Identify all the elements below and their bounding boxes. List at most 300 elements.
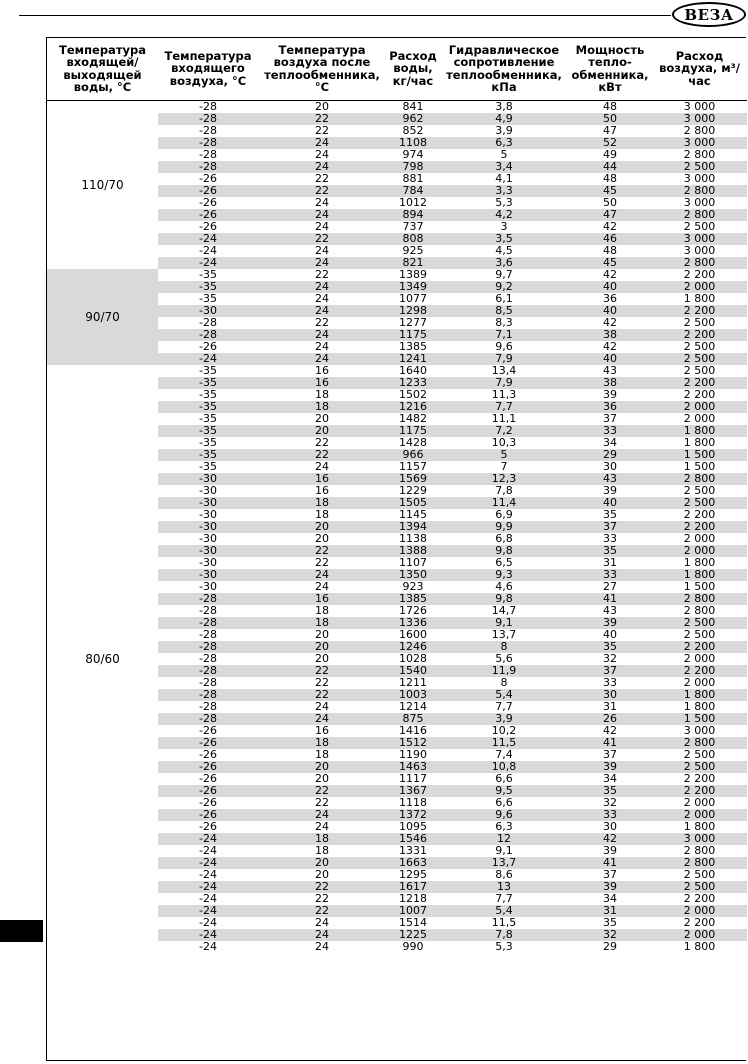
heater-power-cell: 47 bbox=[603, 123, 617, 137]
heater-power-cell: 37 bbox=[603, 411, 617, 425]
air-out-temp-cell: 20 bbox=[315, 771, 329, 785]
hydraulic-resistance-cell: 11,3 bbox=[491, 387, 517, 401]
air-in-temp-cell: -28 bbox=[199, 603, 217, 617]
heater-power-cell: 43 bbox=[568, 473, 652, 485]
air-out-temp-cell: 20 bbox=[315, 867, 329, 881]
air-flow-cell: 2 800 bbox=[652, 209, 747, 221]
air-out-temp-cell: 24 bbox=[315, 939, 329, 953]
hydraulic-resistance-cell: 11,5 bbox=[440, 737, 568, 749]
hydraulic-resistance-cell: 9,7 bbox=[495, 267, 513, 281]
header-rule bbox=[19, 15, 671, 16]
air-out-temp-cell: 24 bbox=[258, 353, 386, 365]
air-out-temp-cell: 24 bbox=[315, 579, 329, 593]
air-in-temp-cell: -24 bbox=[199, 915, 217, 929]
hydraulic-resistance-cell: 11,5 bbox=[491, 915, 517, 929]
heater-power-cell: 42 bbox=[603, 723, 617, 737]
hydraulic-resistance-cell: 11,4 bbox=[440, 497, 568, 509]
water-flow-cell: 875 bbox=[386, 713, 440, 725]
heater-power-cell: 39 bbox=[568, 881, 652, 893]
hydraulic-resistance-cell: 9,8 bbox=[440, 545, 568, 557]
water-flow-cell: 1175 bbox=[386, 425, 440, 437]
air-out-temp-cell: 24 bbox=[315, 339, 329, 353]
air-in-temp-cell: -24 bbox=[158, 929, 258, 941]
water-flow-cell: 1012 bbox=[399, 195, 427, 209]
hydraulic-resistance-cell: 13,4 bbox=[491, 363, 517, 377]
air-in-temp-cell: -28 bbox=[199, 651, 217, 665]
air-in-temp-cell: -26 bbox=[158, 809, 258, 821]
heater-performance-table bbox=[47, 38, 747, 953]
water-flow-cell: 1295 bbox=[399, 867, 427, 881]
heater-power-cell: 43 bbox=[603, 363, 617, 377]
air-in-temp-cell: -30 bbox=[158, 569, 258, 581]
water-flow-cell: 1514 bbox=[399, 915, 427, 929]
hydraulic-resistance-cell: 13,7 bbox=[491, 627, 517, 641]
air-out-temp-cell: 22 bbox=[315, 267, 329, 281]
air-out-temp-cell: 20 bbox=[315, 651, 329, 665]
water-flow-cell: 808 bbox=[386, 233, 440, 245]
hydraulic-resistance-cell: 6,8 bbox=[495, 531, 513, 545]
air-out-temp-cell: 22 bbox=[315, 891, 329, 905]
hydraulic-resistance-cell: 3,9 bbox=[440, 713, 568, 725]
air-flow-cell: 2 000 bbox=[652, 809, 747, 821]
air-flow-cell: 2 800 bbox=[652, 737, 747, 749]
air-in-temp-cell: -24 bbox=[199, 243, 217, 257]
heater-power-cell: 40 bbox=[568, 497, 652, 509]
air-flow-cell: 3 000 bbox=[683, 171, 716, 185]
air-flow-cell: 3 000 bbox=[683, 723, 716, 737]
hydraulic-resistance-cell: 4,6 bbox=[495, 579, 513, 593]
air-out-temp-cell: 22 bbox=[315, 435, 329, 449]
air-in-temp-cell: -35 bbox=[199, 363, 217, 377]
heater-power-cell: 48 bbox=[603, 171, 617, 185]
air-in-temp-cell: -24 bbox=[199, 843, 217, 857]
air-out-temp-cell: 24 bbox=[258, 137, 386, 149]
air-flow-cell: 1 800 bbox=[683, 939, 716, 953]
air-flow-cell: 2 200 bbox=[683, 267, 716, 281]
air-flow-cell: 2 800 bbox=[652, 257, 747, 269]
air-out-temp-cell: 16 bbox=[315, 483, 329, 497]
hydraulic-resistance-cell: 3,8 bbox=[495, 99, 513, 113]
air-in-temp-cell: -26 bbox=[158, 785, 258, 797]
air-out-temp-cell: 22 bbox=[258, 785, 386, 797]
water-flow-cell: 1077 bbox=[399, 291, 427, 305]
air-out-temp-cell: 18 bbox=[258, 833, 386, 845]
air-in-temp-cell: -35 bbox=[199, 387, 217, 401]
air-in-temp-cell: -24 bbox=[158, 905, 258, 917]
air-out-temp-cell: 22 bbox=[315, 555, 329, 569]
water-flow-cell: 1502 bbox=[399, 387, 427, 401]
air-flow-cell: 3 000 bbox=[683, 99, 716, 113]
air-out-temp-cell: 22 bbox=[315, 315, 329, 329]
air-flow-cell: 3 000 bbox=[652, 233, 747, 245]
table-header-row bbox=[47, 38, 747, 100]
water-temp-group-cell: 110/70 bbox=[47, 100, 158, 269]
air-in-temp-cell: -28 bbox=[158, 689, 258, 701]
heater-power-cell: 35 bbox=[568, 545, 652, 557]
heater-power-cell: 37 bbox=[568, 665, 652, 677]
heater-power-cell: 35 bbox=[568, 641, 652, 653]
water-flow-cell: 1546 bbox=[386, 833, 440, 845]
air-out-temp-cell: 24 bbox=[315, 291, 329, 305]
hydraulic-resistance-cell: 3,6 bbox=[440, 257, 568, 269]
air-flow-cell: 1 800 bbox=[652, 569, 747, 581]
air-in-temp-cell: -24 bbox=[158, 233, 258, 245]
air-in-temp-cell: -30 bbox=[199, 555, 217, 569]
hydraulic-resistance-cell: 7,1 bbox=[440, 329, 568, 341]
water-flow-cell: 1640 bbox=[399, 363, 427, 377]
air-in-temp-cell: -28 bbox=[158, 329, 258, 341]
air-flow-cell: 2 500 bbox=[683, 219, 716, 233]
hydraulic-resistance-cell: 5,3 bbox=[495, 195, 513, 209]
air-in-temp-cell: -35 bbox=[199, 411, 217, 425]
water-flow-cell: 1003 bbox=[386, 689, 440, 701]
heater-power-cell: 34 bbox=[603, 891, 617, 905]
water-flow-cell: 962 bbox=[386, 113, 440, 125]
hydraulic-resistance-cell: 9,5 bbox=[440, 785, 568, 797]
air-in-temp-cell: -28 bbox=[199, 315, 217, 329]
air-out-temp-cell: 24 bbox=[315, 915, 329, 929]
air-out-temp-cell: 20 bbox=[315, 531, 329, 545]
air-in-temp-cell: -35 bbox=[199, 267, 217, 281]
air-in-temp-cell: -35 bbox=[199, 291, 217, 305]
air-flow-cell: 1 800 bbox=[652, 689, 747, 701]
header-water-flow: Расход воды, кг/час bbox=[386, 38, 440, 100]
air-in-temp-cell: -26 bbox=[158, 209, 258, 221]
water-flow-cell: 841 bbox=[402, 99, 424, 113]
water-flow-cell: 1617 bbox=[386, 881, 440, 893]
air-flow-cell: 2 200 bbox=[683, 387, 716, 401]
header-air-flow: Расход воздуха, м³/час bbox=[652, 38, 747, 100]
hydraulic-resistance-cell: 3,5 bbox=[440, 233, 568, 245]
water-flow-cell: 1663 bbox=[386, 857, 440, 869]
heater-power-cell: 31 bbox=[603, 699, 617, 713]
air-flow-cell: 3 000 bbox=[652, 113, 747, 125]
water-flow-cell: 923 bbox=[402, 579, 424, 593]
water-flow-cell: 1028 bbox=[399, 651, 427, 665]
heater-power-cell: 34 bbox=[603, 771, 617, 785]
header-air-in-temp: Температура входящего воздуха, °C bbox=[158, 38, 258, 100]
air-out-temp-cell: 22 bbox=[315, 675, 329, 689]
water-flow-cell: 1241 bbox=[386, 353, 440, 365]
air-flow-cell: 1 800 bbox=[683, 819, 716, 833]
water-flow-cell: 1157 bbox=[399, 459, 427, 473]
air-out-temp-cell: 20 bbox=[258, 761, 386, 773]
heater-power-cell: 40 bbox=[603, 627, 617, 641]
heater-power-cell: 41 bbox=[568, 857, 652, 869]
heater-power-cell: 39 bbox=[568, 617, 652, 629]
water-flow-cell: 881 bbox=[402, 171, 424, 185]
air-flow-cell: 2 500 bbox=[683, 315, 716, 329]
hydraulic-resistance-cell: 7,9 bbox=[440, 377, 568, 389]
water-flow-cell: 1349 bbox=[386, 281, 440, 293]
header-air-out-temp: Температура воздуха после теплообменника, °C bbox=[258, 38, 386, 100]
air-in-temp-cell: -24 bbox=[158, 257, 258, 269]
heater-power-cell: 37 bbox=[568, 521, 652, 533]
air-in-temp-cell: -24 bbox=[158, 353, 258, 365]
heater-power-cell: 30 bbox=[603, 459, 617, 473]
water-flow-cell: 974 bbox=[402, 147, 424, 161]
hydraulic-resistance-cell: 5,3 bbox=[495, 939, 513, 953]
air-out-temp-cell: 20 bbox=[258, 857, 386, 869]
air-flow-cell: 2 500 bbox=[652, 761, 747, 773]
air-out-temp-cell: 22 bbox=[258, 449, 386, 461]
air-out-temp-cell: 18 bbox=[258, 617, 386, 629]
air-flow-cell: 3 000 bbox=[652, 137, 747, 149]
heater-power-cell: 36 bbox=[568, 401, 652, 413]
air-flow-cell: 2 800 bbox=[683, 603, 716, 617]
air-in-temp-cell: -28 bbox=[158, 641, 258, 653]
heater-power-cell: 42 bbox=[603, 315, 617, 329]
air-in-temp-cell: -30 bbox=[158, 521, 258, 533]
air-out-temp-cell: 22 bbox=[315, 123, 329, 137]
air-flow-cell: 2 000 bbox=[683, 675, 716, 689]
water-flow-cell: 1095 bbox=[399, 819, 427, 833]
hydraulic-resistance-cell: 9,1 bbox=[495, 843, 513, 857]
water-flow-cell: 1463 bbox=[386, 761, 440, 773]
air-out-temp-cell: 24 bbox=[315, 459, 329, 473]
water-temp-group-cell: 80/60 bbox=[47, 365, 158, 953]
air-in-temp-cell: -24 bbox=[199, 939, 217, 953]
water-flow-cell: 1350 bbox=[386, 569, 440, 581]
heater-power-cell: 31 bbox=[568, 905, 652, 917]
air-flow-cell: 1 800 bbox=[683, 291, 716, 305]
air-out-temp-cell: 16 bbox=[258, 377, 386, 389]
air-flow-cell: 1 500 bbox=[652, 713, 747, 725]
heater-power-cell: 33 bbox=[603, 675, 617, 689]
heater-power-cell: 37 bbox=[603, 747, 617, 761]
water-flow-cell: 1482 bbox=[399, 411, 427, 425]
heater-power-cell: 38 bbox=[568, 377, 652, 389]
air-in-temp-cell: -26 bbox=[199, 195, 217, 209]
air-flow-cell: 2 200 bbox=[652, 521, 747, 533]
air-in-temp-cell: -26 bbox=[158, 185, 258, 197]
air-flow-cell: 2 500 bbox=[652, 353, 747, 365]
air-in-temp-cell: -26 bbox=[199, 819, 217, 833]
water-flow-cell: 925 bbox=[402, 243, 424, 257]
air-flow-cell: 2 800 bbox=[683, 147, 716, 161]
air-out-temp-cell: 22 bbox=[315, 795, 329, 809]
heater-power-cell: 43 bbox=[603, 603, 617, 617]
hydraulic-resistance-cell: 7,2 bbox=[440, 425, 568, 437]
hydraulic-resistance-cell: 7,7 bbox=[495, 699, 513, 713]
air-out-temp-cell: 18 bbox=[315, 387, 329, 401]
header-heater-power: Мощность тепло-обменника, кВт bbox=[568, 38, 652, 100]
hydraulic-resistance-cell: 11,1 bbox=[491, 411, 517, 425]
hydraulic-resistance-cell: 7,8 bbox=[495, 483, 513, 497]
air-out-temp-cell: 22 bbox=[258, 233, 386, 245]
air-flow-cell: 2 500 bbox=[683, 363, 716, 377]
heater-power-cell: 35 bbox=[568, 785, 652, 797]
air-in-temp-cell: -35 bbox=[158, 425, 258, 437]
air-in-temp-cell: -28 bbox=[199, 675, 217, 689]
hydraulic-resistance-cell: 6,6 bbox=[495, 771, 513, 785]
heater-power-cell: 35 bbox=[603, 507, 617, 521]
water-flow-cell: 966 bbox=[386, 449, 440, 461]
air-flow-cell: 2 800 bbox=[652, 185, 747, 197]
water-flow-cell: 1108 bbox=[386, 137, 440, 149]
heater-power-cell: 42 bbox=[603, 339, 617, 353]
hydraulic-resistance-cell: 10,8 bbox=[440, 761, 568, 773]
air-flow-cell: 2 000 bbox=[652, 401, 747, 413]
water-flow-cell: 1416 bbox=[399, 723, 427, 737]
hydraulic-resistance-cell: 8,5 bbox=[440, 305, 568, 317]
air-flow-cell: 2 500 bbox=[652, 497, 747, 509]
air-out-temp-cell: 24 bbox=[258, 809, 386, 821]
air-flow-cell: 2 500 bbox=[683, 747, 716, 761]
air-out-temp-cell: 24 bbox=[258, 209, 386, 221]
hydraulic-resistance-cell: 8 bbox=[440, 641, 568, 653]
water-flow-cell: 1216 bbox=[386, 401, 440, 413]
air-out-temp-cell: 24 bbox=[315, 243, 329, 257]
air-out-temp-cell: 18 bbox=[258, 401, 386, 413]
heater-power-cell: 36 bbox=[603, 291, 617, 305]
air-flow-cell: 2 200 bbox=[683, 891, 716, 905]
header-hydraulic-resistance: Гидравлическое сопротивление теплообменника, кПа bbox=[440, 38, 568, 100]
air-in-temp-cell: -30 bbox=[158, 473, 258, 485]
air-out-temp-cell: 24 bbox=[258, 569, 386, 581]
heater-power-cell: 42 bbox=[603, 267, 617, 281]
heater-power-cell: 39 bbox=[603, 387, 617, 401]
air-in-temp-cell: -35 bbox=[158, 377, 258, 389]
air-in-temp-cell: -30 bbox=[158, 497, 258, 509]
water-flow-cell: 852 bbox=[402, 123, 424, 137]
water-flow-cell: 1211 bbox=[399, 675, 427, 689]
air-in-temp-cell: -24 bbox=[158, 881, 258, 893]
air-flow-cell: 2 000 bbox=[683, 411, 716, 425]
air-in-temp-cell: -24 bbox=[199, 867, 217, 881]
heater-power-cell: 31 bbox=[603, 555, 617, 569]
heater-power-cell: 40 bbox=[568, 281, 652, 293]
air-in-temp-cell: -28 bbox=[158, 617, 258, 629]
heater-power-cell: 30 bbox=[568, 689, 652, 701]
air-in-temp-cell: -28 bbox=[199, 147, 217, 161]
air-flow-cell: 2 800 bbox=[683, 123, 716, 137]
air-out-temp-cell: 24 bbox=[258, 305, 386, 317]
heater-power-cell: 29 bbox=[568, 449, 652, 461]
air-flow-cell: 2 200 bbox=[683, 915, 716, 929]
air-out-temp-cell: 24 bbox=[315, 699, 329, 713]
air-out-temp-cell: 20 bbox=[258, 521, 386, 533]
air-out-temp-cell: 24 bbox=[315, 147, 329, 161]
air-in-temp-cell: -28 bbox=[199, 627, 217, 641]
air-flow-cell: 2 200 bbox=[652, 377, 747, 389]
air-in-temp-cell: -35 bbox=[199, 435, 217, 449]
water-flow-cell: 1233 bbox=[386, 377, 440, 389]
heater-power-cell: 29 bbox=[603, 939, 617, 953]
air-flow-cell: 2 000 bbox=[652, 281, 747, 293]
hydraulic-resistance-cell: 8 bbox=[500, 675, 508, 689]
water-flow-cell: 1246 bbox=[386, 641, 440, 653]
air-in-temp-cell: -35 bbox=[158, 281, 258, 293]
hydraulic-resistance-cell: 9,8 bbox=[440, 593, 568, 605]
air-flow-cell: 1 500 bbox=[683, 579, 716, 593]
air-flow-cell: 1 800 bbox=[683, 435, 716, 449]
air-in-temp-cell: -28 bbox=[158, 665, 258, 677]
heater-power-cell: 33 bbox=[568, 569, 652, 581]
air-in-temp-cell: -30 bbox=[158, 305, 258, 317]
air-flow-cell: 2 800 bbox=[652, 593, 747, 605]
air-out-temp-cell: 22 bbox=[258, 185, 386, 197]
hydraulic-resistance-cell: 5 bbox=[500, 147, 508, 161]
air-in-temp-cell: -28 bbox=[158, 113, 258, 125]
hydraulic-resistance-cell: 3,3 bbox=[440, 185, 568, 197]
air-flow-cell: 1 500 bbox=[683, 459, 716, 473]
hydraulic-resistance-cell: 12 bbox=[440, 833, 568, 845]
water-flow-cell: 1190 bbox=[399, 747, 427, 761]
hydraulic-resistance-cell: 7,9 bbox=[440, 353, 568, 365]
header-water-temp: Температура входящей/ выходящей воды, °C bbox=[47, 38, 158, 100]
air-out-temp-cell: 22 bbox=[258, 881, 386, 893]
hydraulic-resistance-cell: 13,7 bbox=[440, 857, 568, 869]
water-flow-cell: 798 bbox=[386, 161, 440, 173]
hydraulic-resistance-cell: 6,9 bbox=[495, 507, 513, 521]
air-out-temp-cell: 20 bbox=[315, 411, 329, 425]
air-flow-cell: 2 200 bbox=[652, 665, 747, 677]
air-in-temp-cell: -30 bbox=[199, 579, 217, 593]
water-flow-cell: 1229 bbox=[399, 483, 427, 497]
air-in-temp-cell: -30 bbox=[199, 483, 217, 497]
air-in-temp-cell: -28 bbox=[158, 713, 258, 725]
hydraulic-resistance-cell: 4,9 bbox=[440, 113, 568, 125]
heater-power-cell: 33 bbox=[568, 809, 652, 821]
air-flow-cell: 2 500 bbox=[652, 161, 747, 173]
air-flow-cell: 2 500 bbox=[652, 881, 747, 893]
water-flow-cell: 1385 bbox=[399, 339, 427, 353]
heater-power-cell: 40 bbox=[568, 353, 652, 365]
air-out-temp-cell: 16 bbox=[315, 363, 329, 377]
hydraulic-resistance-cell: 11,9 bbox=[440, 665, 568, 677]
air-flow-cell: 2 800 bbox=[683, 843, 716, 857]
air-in-temp-cell: -28 bbox=[158, 593, 258, 605]
air-out-temp-cell: 24 bbox=[315, 219, 329, 233]
air-flow-cell: 2 800 bbox=[652, 473, 747, 485]
veza-logo: ВЕЗА bbox=[672, 2, 746, 27]
hydraulic-resistance-cell: 3 bbox=[500, 219, 508, 233]
heater-power-cell: 52 bbox=[568, 137, 652, 149]
air-in-temp-cell: -35 bbox=[158, 401, 258, 413]
air-in-temp-cell: -26 bbox=[199, 747, 217, 761]
hydraulic-resistance-cell: 9,1 bbox=[440, 617, 568, 629]
heater-power-cell: 33 bbox=[568, 425, 652, 437]
hydraulic-resistance-cell: 6,5 bbox=[495, 555, 513, 569]
water-flow-cell: 1389 bbox=[399, 267, 427, 281]
water-flow-cell: 990 bbox=[402, 939, 424, 953]
hydraulic-resistance-cell: 4,2 bbox=[440, 209, 568, 221]
air-flow-cell: 3 000 bbox=[683, 195, 716, 209]
water-flow-cell: 1540 bbox=[386, 665, 440, 677]
air-flow-cell: 2 500 bbox=[683, 867, 716, 881]
air-in-temp-cell: -24 bbox=[199, 891, 217, 905]
hydraulic-resistance-cell: 9,2 bbox=[440, 281, 568, 293]
heater-power-cell: 46 bbox=[568, 233, 652, 245]
air-out-temp-cell: 18 bbox=[315, 747, 329, 761]
water-flow-cell: 1512 bbox=[386, 737, 440, 749]
air-in-temp-cell: -26 bbox=[199, 795, 217, 809]
air-flow-cell: 3 000 bbox=[652, 833, 747, 845]
hydraulic-resistance-cell: 13 bbox=[440, 881, 568, 893]
air-out-temp-cell: 24 bbox=[315, 195, 329, 209]
hydraulic-resistance-cell: 3,9 bbox=[495, 123, 513, 137]
hydraulic-resistance-cell: 6,6 bbox=[495, 795, 513, 809]
water-flow-cell: 1385 bbox=[386, 593, 440, 605]
water-flow-cell: 1505 bbox=[386, 497, 440, 509]
air-out-temp-cell: 18 bbox=[315, 603, 329, 617]
hydraulic-resistance-cell: 9,3 bbox=[440, 569, 568, 581]
water-flow-cell: 821 bbox=[386, 257, 440, 269]
air-flow-cell: 1 800 bbox=[683, 555, 716, 569]
air-in-temp-cell: -26 bbox=[199, 219, 217, 233]
air-flow-cell: 2 200 bbox=[683, 771, 716, 785]
